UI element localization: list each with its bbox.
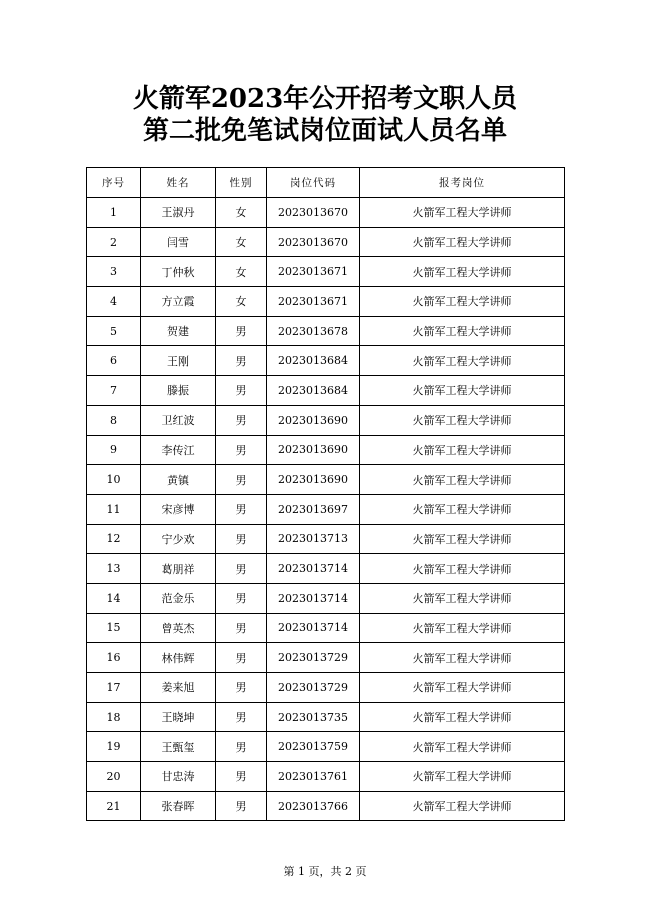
cell-position: 火箭军工程大学讲师 — [360, 791, 565, 821]
cell-number: 21 — [87, 791, 141, 821]
cell-position: 火箭军工程大学讲师 — [360, 643, 565, 673]
cell-number: 20 — [87, 762, 141, 792]
cell-name: 葛朋祥 — [141, 554, 216, 584]
table-row — [87, 524, 565, 554]
cell-position: 火箭军工程大学讲师 — [360, 227, 565, 257]
cell-gender: 男 — [216, 376, 267, 406]
table-row — [87, 287, 565, 317]
cell-position-code: 2023013714 — [267, 613, 360, 643]
table-row — [87, 435, 565, 465]
table-row — [87, 732, 565, 762]
cell-gender: 女 — [216, 227, 267, 257]
cell-name: 宋彦博 — [141, 494, 216, 524]
cell-gender: 男 — [216, 405, 267, 435]
table-row — [87, 227, 565, 257]
document-title-line-2: 第二批免笔试岗位面试人员名单 — [142, 116, 507, 146]
table-row — [87, 465, 565, 495]
cell-number: 1 — [87, 198, 141, 228]
cell-name: 贺建 — [141, 316, 216, 346]
cell-number: 19 — [87, 732, 141, 762]
cell-position-code: 2023013690 — [267, 465, 360, 495]
cell-position-code: 2023013697 — [267, 494, 360, 524]
cell-name: 卫红波 — [141, 405, 216, 435]
interview-roster-table — [86, 167, 565, 821]
cell-number: 3 — [87, 257, 141, 287]
table-row — [87, 702, 565, 732]
cell-gender: 男 — [216, 762, 267, 792]
cell-number: 12 — [87, 524, 141, 554]
header-number: 序号 — [87, 168, 141, 198]
cell-position: 火箭军工程大学讲师 — [360, 405, 565, 435]
table-header-row — [87, 168, 565, 198]
cell-position: 火箭军工程大学讲师 — [360, 524, 565, 554]
table-row — [87, 583, 565, 613]
table-row — [87, 554, 565, 584]
cell-position: 火箭军工程大学讲师 — [360, 673, 565, 703]
cell-position: 火箭军工程大学讲师 — [360, 376, 565, 406]
cell-gender: 男 — [216, 732, 267, 762]
table-row — [87, 405, 565, 435]
cell-position: 火箭军工程大学讲师 — [360, 346, 565, 376]
header-name: 姓名 — [141, 168, 216, 198]
cell-position-code: 2023013684 — [267, 376, 360, 406]
table-row — [87, 198, 565, 228]
cell-gender: 男 — [216, 346, 267, 376]
table-row — [87, 346, 565, 376]
cell-gender: 女 — [216, 287, 267, 317]
cell-number: 11 — [87, 494, 141, 524]
cell-position: 火箭军工程大学讲师 — [360, 435, 565, 465]
cell-name: 方立霞 — [141, 287, 216, 317]
cell-name: 黄镇 — [141, 465, 216, 495]
header-position-code: 岗位代码 — [267, 168, 360, 198]
cell-name: 王甄玺 — [141, 732, 216, 762]
cell-name: 王刚 — [141, 346, 216, 376]
cell-name: 滕振 — [141, 376, 216, 406]
cell-number: 14 — [87, 583, 141, 613]
cell-position: 火箭军工程大学讲师 — [360, 762, 565, 792]
cell-number: 17 — [87, 673, 141, 703]
cell-number: 4 — [87, 287, 141, 317]
cell-number: 16 — [87, 643, 141, 673]
cell-gender: 男 — [216, 554, 267, 584]
cell-position: 火箭军工程大学讲师 — [360, 198, 565, 228]
cell-name: 宁少欢 — [141, 524, 216, 554]
cell-number: 13 — [87, 554, 141, 584]
cell-position-code: 2023013761 — [267, 762, 360, 792]
cell-number: 6 — [87, 346, 141, 376]
table-row — [87, 494, 565, 524]
cell-number: 7 — [87, 376, 141, 406]
cell-position-code: 2023013678 — [267, 316, 360, 346]
table-row — [87, 613, 565, 643]
cell-position: 火箭军工程大学讲师 — [360, 287, 565, 317]
cell-name: 范金乐 — [141, 583, 216, 613]
cell-position-code: 2023013759 — [267, 732, 360, 762]
cell-number: 2 — [87, 227, 141, 257]
cell-position-code: 2023013735 — [267, 702, 360, 732]
cell-name: 王淑丹 — [141, 198, 216, 228]
cell-position-code: 2023013729 — [267, 673, 360, 703]
table-row — [87, 257, 565, 287]
cell-position-code: 2023013670 — [267, 227, 360, 257]
cell-gender: 男 — [216, 524, 267, 554]
cell-position-code: 2023013713 — [267, 524, 360, 554]
cell-number: 9 — [87, 435, 141, 465]
cell-name: 甘忠涛 — [141, 762, 216, 792]
table-row — [87, 791, 565, 821]
cell-position-code: 2023013766 — [267, 791, 360, 821]
cell-position-code: 2023013714 — [267, 554, 360, 584]
header-gender: 性别 — [216, 168, 267, 198]
cell-position-code: 2023013690 — [267, 435, 360, 465]
cell-position: 火箭军工程大学讲师 — [360, 494, 565, 524]
cell-position: 火箭军工程大学讲师 — [360, 465, 565, 495]
cell-position: 火箭军工程大学讲师 — [360, 702, 565, 732]
cell-gender: 男 — [216, 583, 267, 613]
cell-name: 林伟辉 — [141, 643, 216, 673]
table-row — [87, 762, 565, 792]
cell-number: 10 — [87, 465, 141, 495]
cell-gender: 男 — [216, 316, 267, 346]
cell-number: 5 — [87, 316, 141, 346]
cell-name: 姜来旭 — [141, 673, 216, 703]
cell-position: 火箭军工程大学讲师 — [360, 554, 565, 584]
cell-name: 丁仲秋 — [141, 257, 216, 287]
document-title-line-1: 火箭军2023年公开招考文职人员 — [132, 84, 518, 114]
cell-position: 火箭军工程大学讲师 — [360, 732, 565, 762]
cell-position-code: 2023013671 — [267, 257, 360, 287]
cell-position: 火箭军工程大学讲师 — [360, 583, 565, 613]
cell-position-code: 2023013690 — [267, 405, 360, 435]
cell-gender: 男 — [216, 791, 267, 821]
table-body — [87, 198, 565, 821]
table-row — [87, 673, 565, 703]
cell-position-code: 2023013684 — [267, 346, 360, 376]
cell-name: 王晓坤 — [141, 702, 216, 732]
cell-name: 张春晖 — [141, 791, 216, 821]
cell-gender: 男 — [216, 702, 267, 732]
cell-gender: 男 — [216, 613, 267, 643]
cell-gender: 男 — [216, 465, 267, 495]
cell-position-code: 2023013670 — [267, 198, 360, 228]
cell-gender: 男 — [216, 673, 267, 703]
cell-position-code: 2023013729 — [267, 643, 360, 673]
cell-name: 曾英杰 — [141, 613, 216, 643]
table-row — [87, 643, 565, 673]
cell-gender: 男 — [216, 435, 267, 465]
page-number: 第 1 页，共 2 页 — [283, 865, 367, 878]
cell-name: 闫雪 — [141, 227, 216, 257]
cell-position-code: 2023013671 — [267, 287, 360, 317]
cell-position: 火箭军工程大学讲师 — [360, 316, 565, 346]
cell-position: 火箭军工程大学讲师 — [360, 257, 565, 287]
table-row — [87, 376, 565, 406]
cell-gender: 女 — [216, 198, 267, 228]
cell-number: 8 — [87, 405, 141, 435]
table-row — [87, 316, 565, 346]
cell-gender: 男 — [216, 643, 267, 673]
cell-gender: 女 — [216, 257, 267, 287]
cell-gender: 男 — [216, 494, 267, 524]
cell-name: 李传江 — [141, 435, 216, 465]
cell-position-code: 2023013714 — [267, 583, 360, 613]
header-position: 报考岗位 — [360, 168, 565, 198]
cell-number: 18 — [87, 702, 141, 732]
cell-position: 火箭军工程大学讲师 — [360, 613, 565, 643]
cell-number: 15 — [87, 613, 141, 643]
